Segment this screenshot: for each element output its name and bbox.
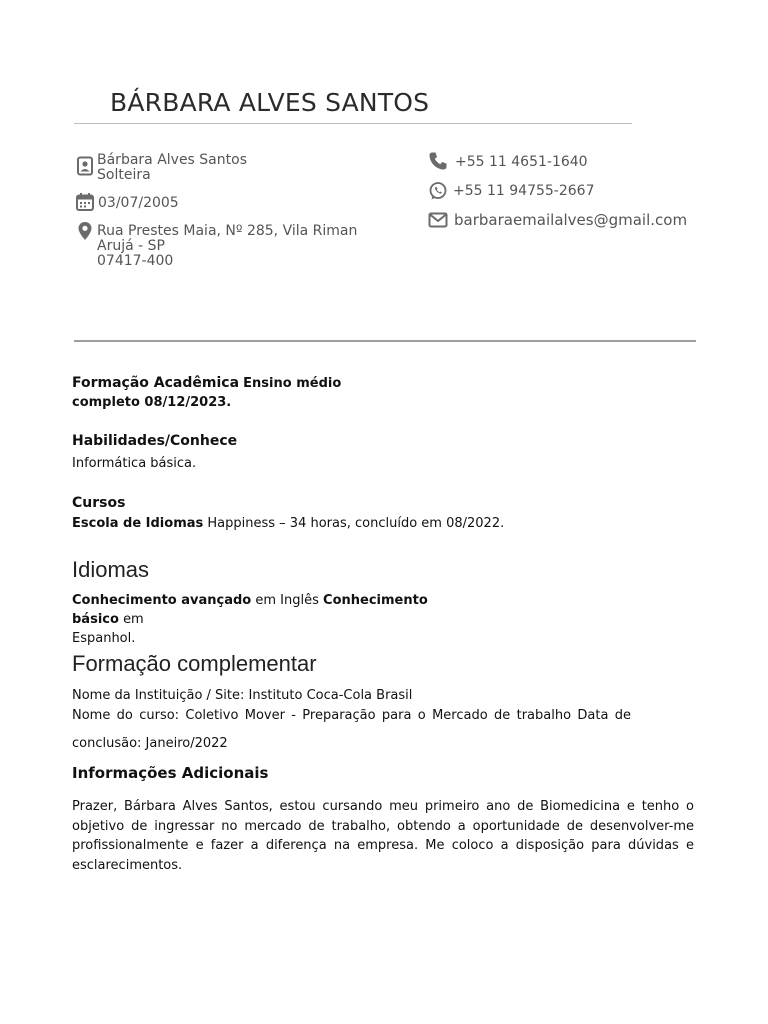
phone-icon bbox=[428, 151, 448, 171]
whatsapp-icon bbox=[428, 181, 448, 201]
id-card-icon bbox=[75, 156, 95, 176]
idiomas-lang1: em Inglês bbox=[255, 593, 319, 608]
complementar-line3: conclusão: Janeiro/2022 bbox=[72, 736, 228, 751]
contact-full-name: Bárbara Alves Santos bbox=[97, 152, 247, 168]
contact-marital-status: Solteira bbox=[97, 167, 151, 183]
calendar-icon bbox=[75, 192, 95, 212]
cursos-text bbox=[72, 514, 504, 533]
contact-address-line3: 07417-400 bbox=[97, 253, 174, 269]
cursos-heading: Cursos bbox=[72, 495, 126, 511]
section-divider bbox=[74, 340, 696, 342]
habilidades-heading: Habilidades/Conhece bbox=[72, 433, 238, 449]
resume-name-title: BÁRBARA ALVES SANTOS bbox=[110, 88, 430, 117]
header-divider bbox=[74, 123, 632, 124]
formacao-text-part2: completo 08/12/2023. bbox=[72, 395, 232, 410]
contact-email[interactable]: barbaraemailalves@gmail.com bbox=[454, 211, 688, 229]
contact-phone[interactable]: +55 11 4651-1640 bbox=[455, 154, 588, 170]
adicionais-text: Prazer, Bárbara Alves Santos, estou cursando meu primeiro ano de Biomedicina e tenho o objetivo de ingressar no mercado de trabalho, obtendo a oportunidade de desenvolver-me profissionalmente e fazer a diferença na empresa. Me coloco a disposição para dúvidas e esclarecimentos. bbox=[72, 799, 694, 873]
habilidades-text: Informática básica. bbox=[72, 456, 197, 471]
idiomas-level1: Conhecimento avançado bbox=[72, 593, 252, 608]
location-pin-icon bbox=[75, 221, 95, 241]
complementar-heading: Formação complementar bbox=[72, 651, 317, 676]
complementar-line1: Nome da Instituição / Site: Instituto Coca-Cola Brasil bbox=[72, 688, 413, 703]
contact-address-line2: Arujá - SP bbox=[97, 238, 165, 254]
idiomas-level2: Conhecimento básico bbox=[72, 593, 428, 627]
formacao-text-part1: Ensino médio bbox=[243, 376, 342, 391]
contact-birth-date: 03/07/2005 bbox=[98, 195, 179, 211]
idiomas-lang2-b: Espanhol. bbox=[72, 631, 136, 646]
idiomas-text bbox=[72, 591, 472, 648]
idiomas-lang2-a: em bbox=[123, 612, 144, 627]
cursos-detail: Happiness – 34 horas, concluído em 08/2022. bbox=[207, 516, 505, 531]
formacao-section bbox=[72, 374, 372, 412]
idiomas-heading: Idiomas bbox=[72, 557, 150, 582]
envelope-icon bbox=[428, 210, 448, 230]
cursos-school: Escola de Idiomas bbox=[72, 516, 204, 531]
adicionais-heading: Informações Adicionais bbox=[72, 764, 269, 782]
contact-whatsapp[interactable]: +55 11 94755-2667 bbox=[453, 183, 595, 199]
contact-address-line1: Rua Prestes Maia, Nº 285, Vila Riman bbox=[97, 223, 358, 239]
complementar-line2: Nome do curso: Coletivo Mover - Preparação para o Mercado de trabalho Data de bbox=[72, 708, 631, 723]
formacao-label: Formação Acadêmica bbox=[72, 375, 240, 391]
